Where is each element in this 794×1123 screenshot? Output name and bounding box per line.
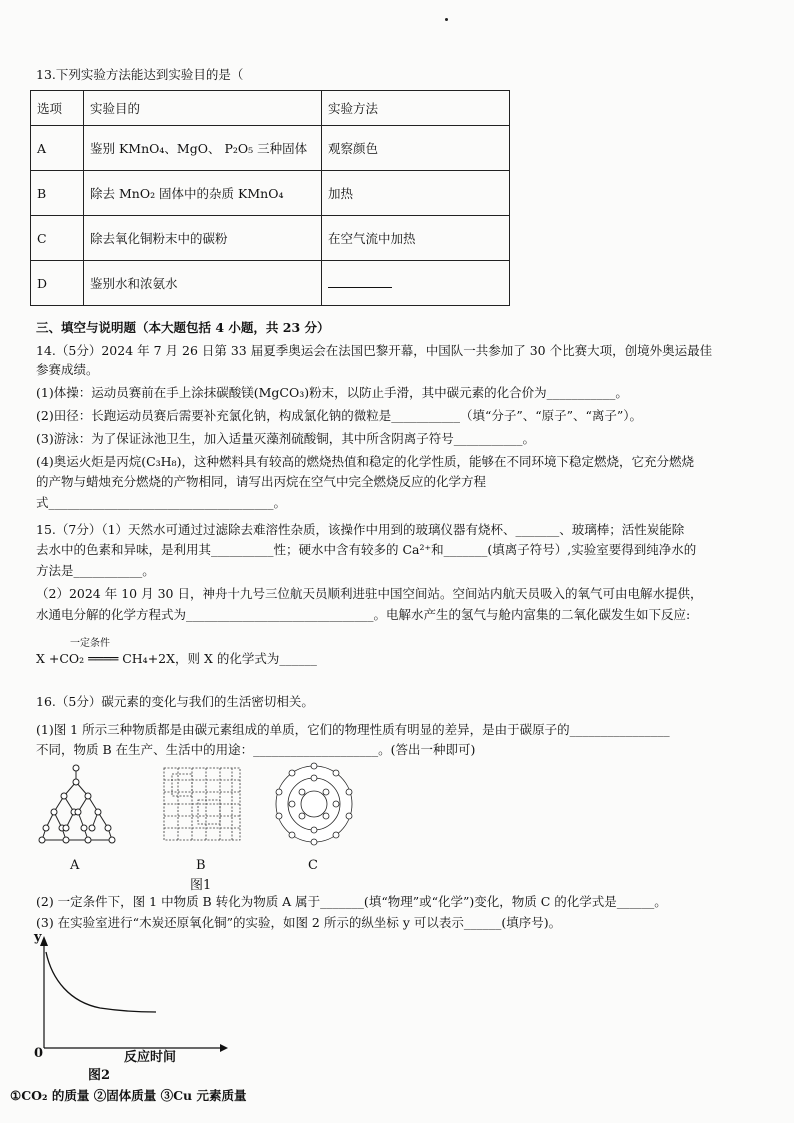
table-cell: A <box>31 126 84 171</box>
table-header-cell: 实验目的 <box>84 91 322 126</box>
table-header-row <box>31 91 510 126</box>
q14-part4-answer: 式____________________________________。 <box>36 495 287 510</box>
reaction-condition: 一定条件 <box>70 638 110 649</box>
table-cell: 除去 MnO₂ 固体中的杂质 KMnO₄ <box>84 171 322 216</box>
table-cell: 观察颜色 <box>322 126 510 171</box>
figure2-caption: 图2 <box>88 1068 111 1083</box>
curve-line <box>46 952 156 1012</box>
graphite-structure-icon <box>164 768 240 840</box>
q14-part4: (4)奥运火炬是丙烷(C₃H₈)，这种燃料具有较高的燃烧热值和稳定的化学性质，能够在不同环境下稳定燃烧，它充分燃烧 <box>36 454 694 469</box>
q15-line2: 去水中的色素和异味，是利用其__________性；硬水中含有较多的 Ca²⁺和_______(填离子符号）,实验室要得到纯净水的 <box>36 542 697 557</box>
table-row <box>31 216 510 261</box>
q14-part3: (3)游泳：为了保证泳池卫生，加入适量灭藻剂硫酸铜，其中所含阴离子符号___________。 <box>36 431 535 446</box>
figure1-caption: 图1 <box>190 878 212 893</box>
q14-intro-cont: 参赛成绩。 <box>36 362 99 377</box>
q16-line3: 不同，物质 B 在生产、生活中的用途：____________________。(答出一种即可) <box>36 742 476 757</box>
q14-part2: (2)田径：长跑运动员赛后需要补充氯化钠，构成氯化钠的微粒是___________（填“分子”、“原子”、“离子”）。 <box>36 408 643 423</box>
q15-line1: 15.（7分）（1）天然水可通过过滤除去难溶性杂质，该操作中用到的玻璃仪器有烧杯、_______、玻璃棒；活性炭能除 <box>36 522 685 537</box>
figure2-graph <box>30 930 230 1060</box>
table-cell: 加热 <box>322 171 510 216</box>
table-row <box>31 126 510 171</box>
q13-stem: 13.下列实验方法能达到实验目的是（ <box>36 67 244 82</box>
table-row <box>31 171 510 216</box>
q14-part1: (1)体操：运动员赛前在手上涂抹碳酸镁(MgCO₃)粉末，以防止手滑，其中碳元素的化合价为___________。 <box>36 385 628 400</box>
table-cell: 鉴别 KMnO₄、MgO、 P₂O₅ 三种固体 <box>84 126 322 171</box>
graph-x-label: 反应时间 <box>124 1050 177 1065</box>
table-cell: D <box>31 261 84 306</box>
table-header-cell: 选项 <box>31 91 84 126</box>
q16-line4: (2) 一定条件下，图 1 中物质 B 转化为物质 A 属于_______(填“物理”或“化学”)变化，物质 C 的化学式是______。 <box>36 894 667 909</box>
table-cell: 除去氧化铜粉末中的碳粉 <box>84 216 322 261</box>
q16-line5: (3) 在实验室进行“木炭还原氧化铜”的实验，如图 2 所示的纵坐标 y 可以表示______(填序号)。 <box>36 915 562 930</box>
fullerene-structure-icon <box>276 763 352 845</box>
table-cell: B <box>31 171 84 216</box>
table-cell: 鉴别水和浓氨水 <box>84 261 322 306</box>
figure1-label-a: A <box>70 858 80 873</box>
q14-part4-cont: 的产物与蜡烛充分燃烧的产物相同，请写出丙烷在空气中完全燃烧反应的化学方程 <box>36 474 487 489</box>
table-cell: C <box>31 216 84 261</box>
q16-options: ①CO₂ 的质量 ②固体质量 ③Cu 元素质量 <box>10 1088 247 1103</box>
table-header-cell: 实验方法 <box>322 91 510 126</box>
figure1-label-c: C <box>308 858 318 873</box>
figure1-structures <box>36 760 376 855</box>
graph-origin-label: 0 <box>34 1046 44 1061</box>
q16-line2: (1)图 1 所示三种物质都是由碳元素组成的单质，它们的物理性质有明显的差异，是由于碳原子的________________ <box>36 722 670 737</box>
x-axis-arrow <box>220 1044 228 1052</box>
figure1-label-b: B <box>196 858 206 873</box>
q14-intro: 14.（5分）2024 年 7 月 26 日第 33 届夏季奥运会在法国巴黎开幕，中国队一共参加了 30 个比赛大项，创境外奥运最佳 <box>36 343 713 358</box>
table-cell-blank <box>322 261 510 306</box>
graph-y-label: y <box>34 930 42 945</box>
q16-line1: 16.（5分）碳元素的变化与我们的生活密切相关。 <box>36 694 314 709</box>
q13-table <box>30 90 510 306</box>
scan-speck <box>445 18 448 21</box>
q15-line6: X +CO₂ ════ CH₄+2X，则 X 的化学式为______ <box>36 651 317 666</box>
q15-line3: 方法是___________。 <box>36 563 155 578</box>
q15-line4: （2）2024 年 10 月 30 日，神舟十九号三位航天员顺利进驻中国空间站。空间站内航天员吸入的氧气可由电解水提供， <box>36 586 703 601</box>
q15-line5: 水通电分解的化学方程式为______________________________。电解水产生的氢气与舱内富集的二氧化碳发生如下反应: <box>36 607 691 622</box>
table-row <box>31 261 510 306</box>
answer-blank <box>328 275 392 288</box>
table-cell: 在空气流中加热 <box>322 216 510 261</box>
diamond-structure-icon <box>39 765 115 843</box>
section-heading: 三、填空与说明题（本大题包括 4 小题，共 23 分） <box>36 320 330 335</box>
